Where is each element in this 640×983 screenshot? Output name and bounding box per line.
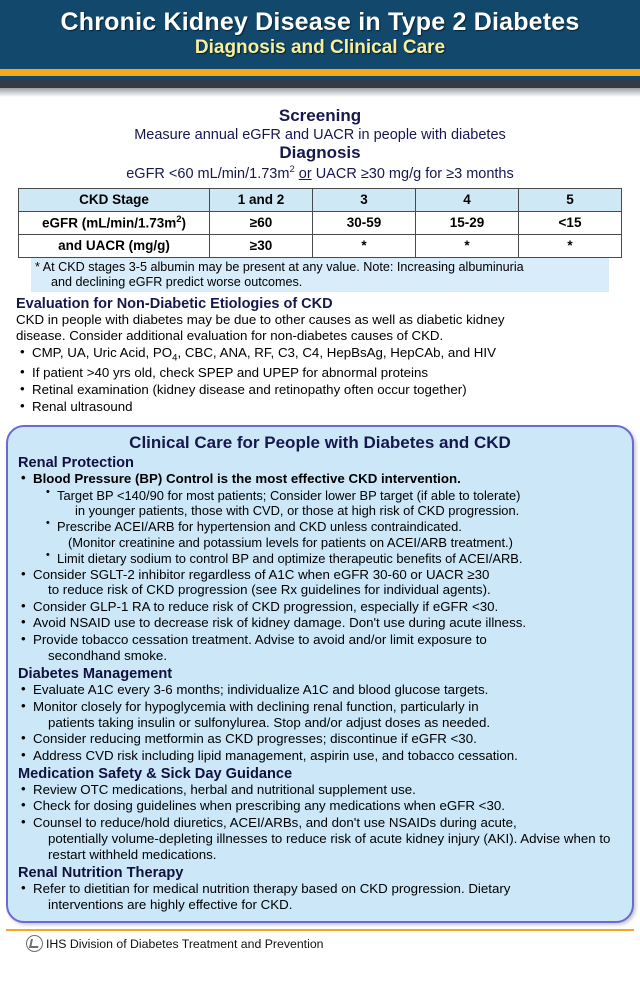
bullet-text: Consider GLP-1 RA to reduce risk of CKD progression, especially if eGFR <30. <box>33 598 499 614</box>
page-subtitle: Diagnosis and Clinical Care <box>194 37 446 58</box>
header-dark-stripe <box>0 79 640 88</box>
list-item <box>18 471 622 487</box>
page-footer <box>0 931 640 952</box>
header-shadow <box>0 88 640 97</box>
care-section-heading-renal-nutrition: Renal Nutrition Therapy <box>18 864 184 881</box>
list-item <box>18 731 622 747</box>
table-col-header-4: 5 <box>519 188 622 211</box>
row-label-uacr: and UACR (mg/g) <box>19 234 210 257</box>
care-bullet-list-renal-protection-2 <box>18 567 622 664</box>
bullet-text: Check for dosing guidelines when prescribing any medications when eGFR <30. <box>33 798 505 814</box>
bullet-text: Consider SGLT-2 inhibitor regardless of A1C when eGFR 30-60 or UACR ≥30 <box>33 566 490 582</box>
care-bullet-list-diabetes-management <box>18 682 622 763</box>
bullet-continuation: in younger patients, those with CVD, or those at high risk of CKD progression. <box>75 503 520 519</box>
table-cell: 30-59 <box>313 211 416 234</box>
bullet-text: Refer to dietitian for medical nutrition therapy based on CKD progression. Dietary <box>33 881 511 897</box>
evaluation-heading: Evaluation for Non-Diabetic Etiologies of CKD <box>16 296 333 313</box>
bullet-continuation: to reduce risk of CKD progression (see Rx guidelines for individual agents). <box>48 582 491 598</box>
clinical-care-box <box>6 425 634 924</box>
bullet-text: Consider reducing metformin as CKD progresses; discontinue if eGFR <30. <box>33 731 477 747</box>
list-item <box>18 798 622 814</box>
care-section-heading-medication-safety: Medication Safety & Sick Day Guidance <box>18 765 293 782</box>
list-item <box>18 881 622 913</box>
list-item: • Retinal examination (kidney disease and retinopathy often occur together) <box>16 382 624 398</box>
table-col-header-0: CKD Stage <box>19 188 210 211</box>
list-item <box>18 699 622 731</box>
diagnosis-text-before: eGFR <60 mL/min/1.73m <box>126 165 290 182</box>
bullet-text: Monitor closely for hypoglycemia with declining renal function, particularly in <box>33 698 479 714</box>
table-header <box>19 188 622 211</box>
bullet-text: Evaluate A1C every 3-6 months; individualize A1C and blood glucose targets. <box>33 682 489 698</box>
table-cell: * <box>313 234 416 257</box>
list-item <box>18 682 622 698</box>
table-col-header-3: 4 <box>416 188 519 211</box>
footnote-line-1: * At CKD stages 3-5 albumin may be present at any value. Note: Increasing albuminuria <box>35 259 524 274</box>
table-body <box>19 211 622 257</box>
care-bullet-list-renal-protection <box>18 471 622 487</box>
ihs-logo-icon <box>26 935 43 952</box>
page-title: Chronic Kidney Disease in Type 2 Diabetes <box>60 8 580 36</box>
bullet-subscript: 4 <box>172 352 178 364</box>
bullet-text: Review OTC medications, herbal and nutritional supplement use. <box>33 782 416 798</box>
page-header <box>0 0 640 69</box>
bullet-text: Blood Pressure (BP) Control is the most effective CKD intervention. <box>33 471 461 487</box>
list-item <box>18 632 622 664</box>
row-label-egfr-after: ) <box>181 215 187 231</box>
bullet-continuation: patients taking insulin or sulfonylurea. Stop and/or adjust doses as needed. <box>48 714 491 730</box>
table-row <box>19 211 622 234</box>
care-section-heading-diabetes-management: Diabetes Management <box>18 665 173 682</box>
care-subbullet-list-bp <box>18 488 622 566</box>
row-label-egfr-before: eGFR (mL/min/1.73m <box>41 215 177 231</box>
table-footnote <box>31 258 609 293</box>
row-label-egfr <box>19 211 210 234</box>
bullet-text: Address CVD risk including lipid management, aspirin use, and tobacco cessation. <box>33 747 518 763</box>
table-cell: <15 <box>519 211 622 234</box>
table-cell: ≥30 <box>210 234 313 257</box>
clinical-care-title: Clinical Care for People with Diabetes and CKD <box>129 432 511 452</box>
bullet-text: Provide tobacco cessation treatment. Advise to avoid and/or limit exposure to <box>33 631 487 647</box>
bullet-text: Target BP <140/90 for most patients; Consider lower BP target (if able to tolerate) <box>57 487 521 503</box>
care-section-heading-renal-protection: Renal Protection <box>18 454 134 471</box>
care-bullet-list-medication-safety <box>18 782 622 863</box>
bullet-text: Limit dietary sodium to control BP and optimize therapeutic benefits of ACEI/ARB. <box>57 550 523 566</box>
evaluation-paragraph-line-2: disease. Consider additional evaluation for non-diabetes causes of CKD. <box>16 328 444 344</box>
diagnosis-or: or <box>298 165 312 182</box>
list-item <box>18 599 622 615</box>
header-gold-stripe <box>0 69 640 76</box>
table-col-header-1: 1 and 2 <box>210 188 313 211</box>
footnote-line-2: and declining eGFR predict worse outcomes. <box>51 274 303 289</box>
bullet-text: Avoid NSAID use to decrease risk of kidney damage. Don't use during acute illness. <box>33 615 527 631</box>
table-cell: ≥60 <box>210 211 313 234</box>
evaluation-bullet-list <box>16 345 624 416</box>
table-cell: * <box>416 234 519 257</box>
bullet-text: Prescribe ACEI/ARB for hypertension and CKD unless contraindicated. <box>57 519 462 535</box>
diagnosis-superscript: 2 <box>289 163 295 175</box>
evaluation-paragraph-line-1: CKD in people with diabetes may be due to other causes as well as diabetic kidney <box>16 312 505 328</box>
page-body <box>0 106 640 416</box>
list-item: • If patient >40 yrs old, check SPEP and UPEP for abnormal proteins <box>16 365 624 381</box>
list-item <box>46 551 622 566</box>
diagnosis-heading: Diagnosis <box>279 142 361 162</box>
list-item: • Renal ultrasound <box>16 399 624 415</box>
bullet-continuation: interventions are highly effective for CKD. <box>48 897 293 913</box>
table-header-row <box>19 188 622 211</box>
bullet-text-after: , CBC, ANA, RF, C3, C4, HepBsAg, HepCAb, and HIV <box>177 344 496 360</box>
list-item <box>18 615 622 631</box>
diagnosis-text-after: UACR ≥30 mg/g for ≥3 months <box>311 165 514 182</box>
screening-text: Measure annual eGFR and UACR in people with diabetes <box>134 126 506 143</box>
bullet-continuation: potentially volume-depleting illnesses to reduce risk of acute kidney injury (AKI). Advise when to restart withheld medications. <box>48 830 611 862</box>
list-item <box>18 782 622 798</box>
table-col-header-2: 3 <box>313 188 416 211</box>
bullet-text-before: CMP, UA, Uric Acid, PO <box>32 344 173 360</box>
table-cell: * <box>519 234 622 257</box>
list-item <box>46 519 622 550</box>
list-item <box>18 815 622 863</box>
care-bullet-list-renal-nutrition <box>18 881 622 913</box>
ckd-stage-table <box>18 188 622 258</box>
bullet-text: Counsel to reduce/hold diuretics, ACEI/ARBs, and don't use NSAIDs during acute, <box>33 814 517 830</box>
screening-heading: Screening <box>278 105 362 125</box>
bullet-continuation: secondhand smoke. <box>48 647 168 663</box>
table-row <box>19 234 622 257</box>
list-item <box>46 488 622 519</box>
row-label-egfr-sup: 2 <box>176 214 182 226</box>
footer-text: IHS Division of Diabetes Treatment and Prevention <box>46 936 324 951</box>
diagnosis-text <box>16 164 624 182</box>
list-item <box>18 748 622 764</box>
list-item <box>18 567 622 599</box>
list-item <box>16 345 624 364</box>
table-cell: 15-29 <box>416 211 519 234</box>
bullet-continuation: (Monitor creatinine and potassium levels for patients on ACEI/ARB treatment.) <box>68 534 513 550</box>
